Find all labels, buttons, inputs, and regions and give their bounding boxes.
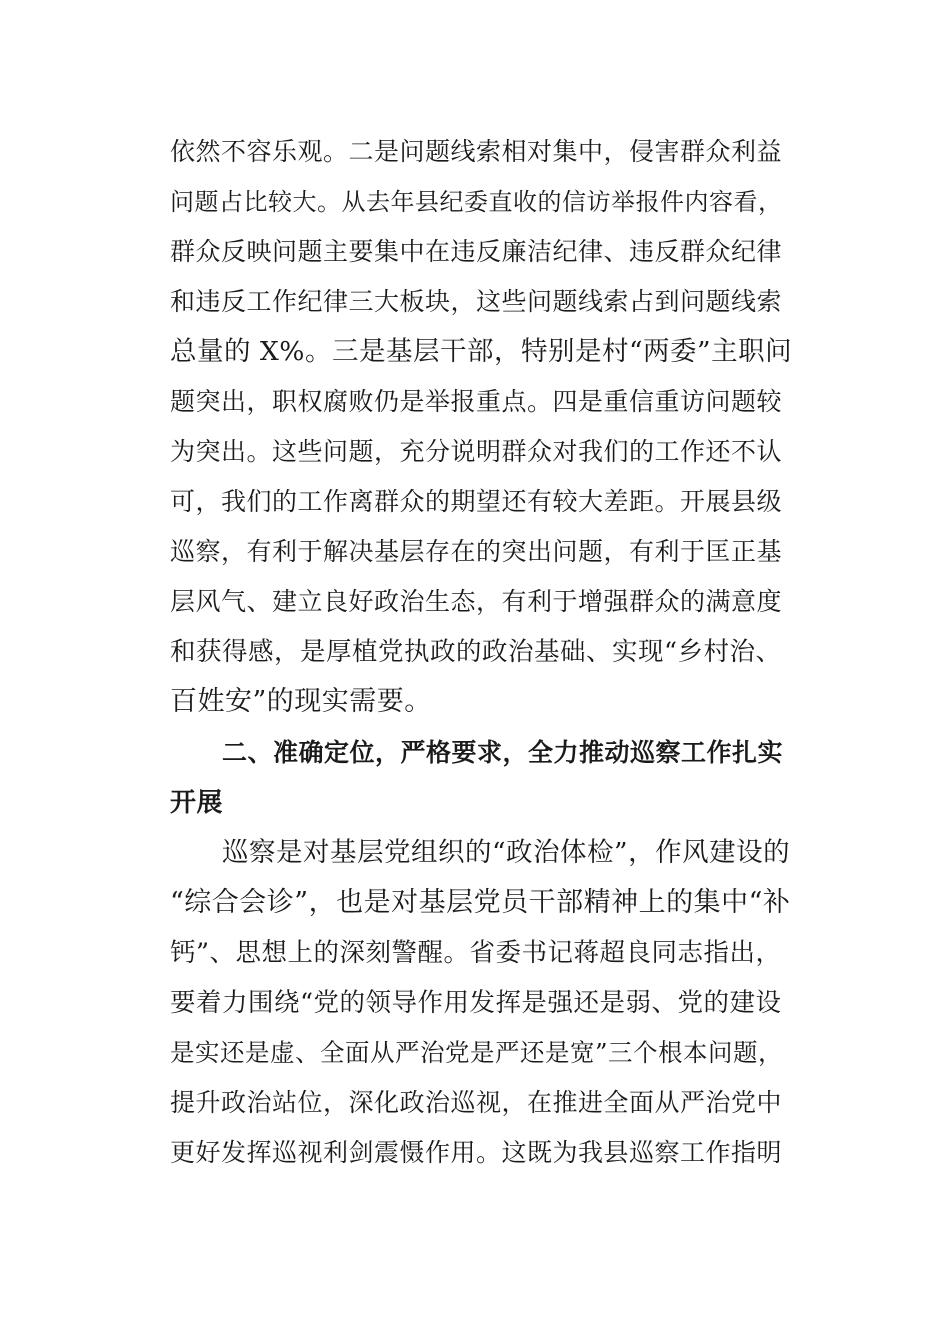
heading-line: 二、准确定位，严格要求，全力推动巡察工作扎实 — [222, 738, 784, 767]
text-line: 为突出。这些问题，充分说明群众对我们的工作还不认 — [170, 437, 783, 466]
text-line: 要着力围绕“党的领导作用发挥是强还是弱、党的建设 — [170, 988, 782, 1018]
text-line: 总量的 X%。三是基层干部，特别是村“两委”主职问 — [170, 336, 793, 367]
text-line: 巡察是对基层党组织的“政治体检”，作风建设的 — [222, 837, 791, 868]
text-line: 提升政治站位，深化政治巡视，在推进全面从严治党中 — [170, 1088, 783, 1117]
text-line: 百姓安”的现实需要。 — [170, 686, 432, 717]
text-line: 依然不容乐观。二是问题线索相对集中，侵害群众利益 — [170, 137, 783, 166]
text-line: 巡察，有利于解决基层存在的突出问题，有利于匡正基 — [170, 537, 783, 566]
text-line: 群众反映问题主要集中在违反廉洁纪律、违反群众纪律 — [170, 237, 783, 266]
text-line: 钙”、思想上的深刻警醒。省委书记蒋超良同志指出， — [170, 938, 782, 968]
text-line: 题突出，职权腐败仍是举报重点。四是重信重访问题较 — [170, 387, 783, 416]
text-line: 和获得感，是厚植党执政的政治基础、实现“乡村治、 — [170, 637, 782, 667]
text-line: 可，我们的工作离群众的期望还有较大差距。开展县级 — [170, 487, 783, 516]
text-line: “综合会诊”，也是对基层党员干部精神上的集中“补 — [170, 887, 791, 918]
text-line: 更好发挥巡视利剑震慑作用。这既为我县巡察工作指明 — [170, 1138, 783, 1167]
text-line: 问题占比较大。从去年县纪委直收的信访举报件内容看， — [170, 188, 783, 216]
text-line: 和违反工作纪律三大板块，这些问题线索占到问题线索 — [170, 287, 783, 316]
text-line: 层风气、建立良好政治生态，有利于增强群众的满意度 — [170, 587, 783, 616]
text-line: 是实还是虚、全面从严治党是严还是宽”三个根本问题， — [170, 1038, 784, 1067]
heading-line: 开展 — [170, 788, 224, 818]
